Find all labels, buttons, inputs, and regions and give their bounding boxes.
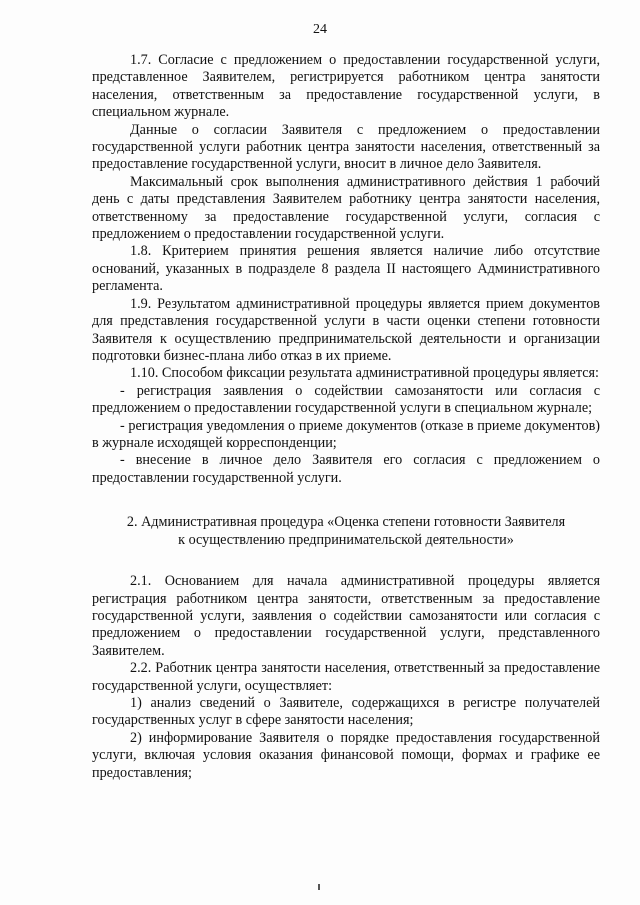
scan-mark: [318, 884, 320, 890]
section-heading-line-2: к осуществлению предпринимательской деятельности»: [178, 532, 514, 549]
paragraph-max-duration: Максимальный срок выполнения административного действия 1 рабочий день с даты представления Заявителем работнику центра занятости населения, ответственному за предоставление государственной услуги, согласия с предложением о предоставлении государственной услуги.: [92, 173, 600, 243]
list-item: - регистрация заявления о содействии самозанятости или согласия с предложением о предоставлении государственной услуги в специальном журнале;: [92, 382, 600, 417]
section-heading: [92, 513, 600, 549]
paragraph-2-2: 2.2. Работник центра занятости населения, ответственный за предоставление государственной услуги, осуществляет:: [92, 660, 600, 694]
section-heading-line-1: 2. Административная процедура «Оценка степени готовности Заявителя: [126, 514, 566, 531]
list-item: - регистрация уведомления о приеме документов (отказе в приеме документов) в журнале исходящей корреспонденции;: [92, 417, 600, 451]
paragraph-1-7: 1.7. Согласие с предложением о предоставлении государственной услуги, представленное Заявителем, регистрируется работником центра занятости населения, ответственным за предоставление государственной услуги, в специальном журнале.: [92, 52, 600, 121]
list-item: 2) информирование Заявителя о порядке предоставления государственной услуги, включая условия оказания финансовой помощи, формах и графике ее предоставления;: [92, 729, 600, 781]
document-body: [92, 52, 600, 782]
list-item: - внесение в личное дело Заявителя его согласия с предложением о предоставлении государственной услуги.: [92, 452, 600, 486]
paragraph-1-9: 1.9. Результатом административной процедуры является прием документов для представления государственной услуги в части оценки степени готовности Заявителя к осуществлению предпринимательской деятельности и организации подготовки бизнес-плана либо отказ в их приеме.: [92, 295, 600, 364]
list-item: 1) анализ сведений о Заявителе, содержащихся в регистре получателей государственных услуг в сфере занятости населения;: [92, 695, 600, 729]
paragraph-1-10: 1.10. Способом фиксации результата административной процедуры является:: [130, 365, 599, 382]
paragraph-1-8: 1.8. Критерием принятия решения является наличие либо отсутствие оснований, указанных в подразделе 8 раздела II настоящего Административного регламента.: [92, 243, 600, 295]
paragraph-consent-data: Данные о согласии Заявителя с предложением о предоставлении государственной услуги работник центра занятости населения, ответственный за предоставление государственной услуги, вносит в личное дело Заявителя.: [92, 121, 600, 173]
page-number: 24: [313, 22, 327, 37]
paragraph-2-1: 2.1. Основанием для начала административной процедуры является регистрация работником центра занятости, ответственным за предоставление государственной услуги, заявления о содействии самозанятости или согласия с предложением о предоставлении государственной услуги, представленного Заявителем.: [92, 573, 600, 659]
